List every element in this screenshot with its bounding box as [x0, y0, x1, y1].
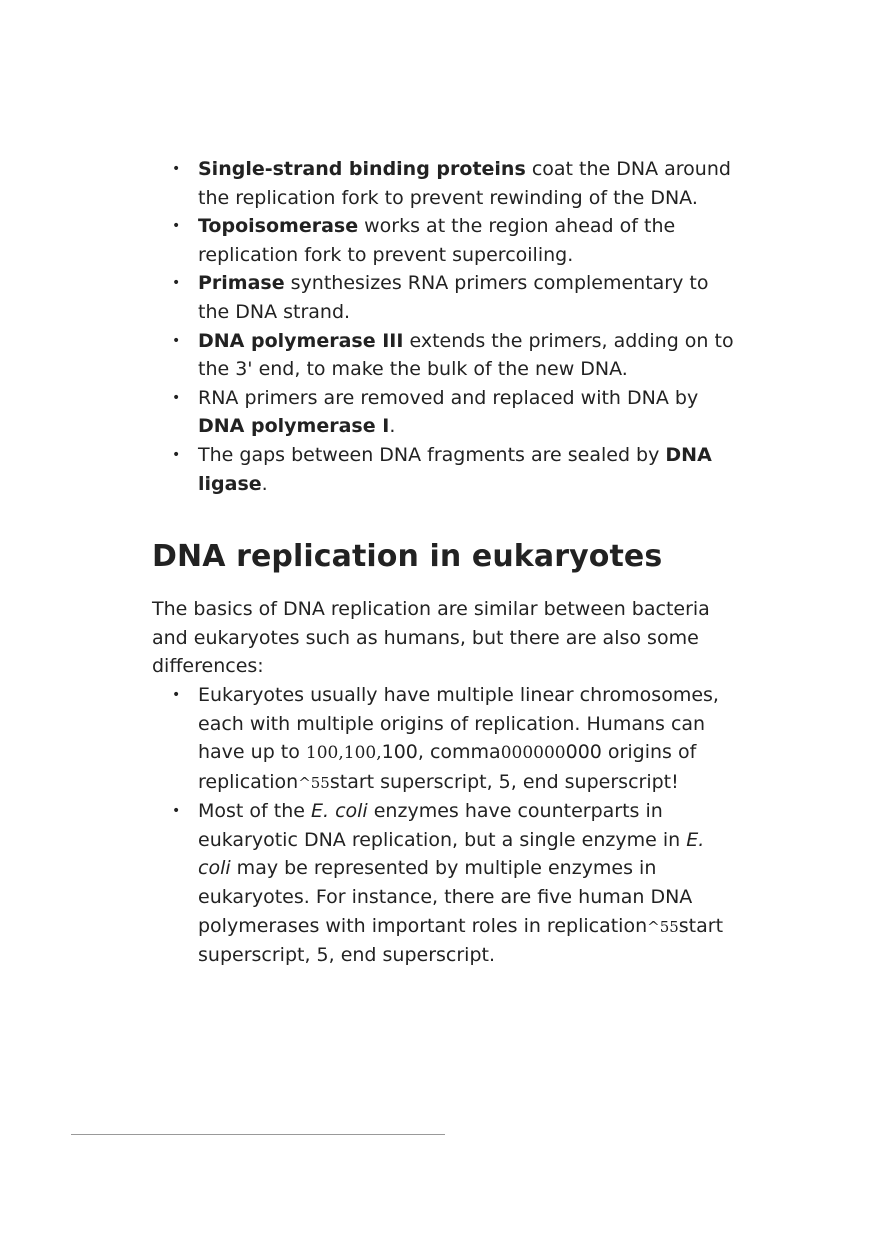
description: extends the primers, adding on to the 3' end, to make the bulk of the new DNA. — [198, 329, 734, 381]
text: Eukaryotes usually have multiple linear chromosomes, each with multiple origins of replication. Humans can have up to — [198, 683, 719, 764]
description: RNA primers are removed and replaced with DNA by — [198, 386, 699, 409]
term: Topoisomerase — [198, 215, 359, 238]
text: Most of the — [198, 800, 311, 823]
term: Single-strand binding proteins — [198, 158, 526, 180]
math-render: 100,100, — [305, 743, 382, 764]
term: DNA ligase — [198, 443, 712, 495]
section-intro: The basics of DNA replication are similar between bacteria and eukaryotes such as humans, but there are also some differences: — [152, 598, 710, 678]
species-name: E. coli — [310, 800, 368, 823]
list-item — [198, 797, 742, 970]
footnote-divider — [71, 1134, 445, 1135]
list-item — [198, 155, 742, 212]
text: start superscript, 5, end superscript! — [329, 770, 679, 793]
list-item — [198, 681, 742, 797]
list-item — [198, 384, 742, 441]
description: coat the DNA around the replication fork to prevent rewinding of the DNA. — [198, 158, 731, 209]
math-render: 000000 — [500, 743, 566, 764]
text: start superscript, 5, end superscript. — [198, 914, 724, 967]
description: synthesizes RNA primers complementary to the DNA strand. — [198, 272, 709, 323]
superscript-render: ^55 — [647, 917, 679, 936]
description: The gaps between DNA fragments are sealed by — [198, 443, 666, 466]
punctuation: . — [389, 415, 396, 438]
text: 000 origins of replication — [198, 741, 697, 793]
text: 100, comma — [381, 741, 501, 764]
section-heading: DNA replication in eukaryotes — [152, 539, 663, 575]
superscript-render: ^55 — [298, 773, 330, 792]
text: enzymes have counterparts in eukaryotic DNA replication, but a single enzyme in — [198, 800, 687, 851]
list-item — [198, 327, 742, 384]
text: may be represented by multiple enzymes in eukaryotes. For instance, there are five human DNA polymerases with important roles in replication — [198, 857, 693, 937]
species-name: E. coli — [198, 828, 705, 880]
term: Primase — [198, 272, 285, 295]
description: works at the region ahead of the replication fork to prevent supercoiling. — [198, 215, 676, 266]
list-item — [198, 269, 742, 326]
list-item — [198, 441, 742, 498]
page-content — [152, 155, 742, 970]
differences-list — [152, 681, 742, 970]
term: DNA polymerase III — [198, 329, 404, 352]
list-item — [198, 212, 742, 269]
term: DNA polymerase I — [198, 415, 390, 438]
enzyme-list — [152, 155, 742, 498]
punctuation: . — [261, 472, 268, 495]
